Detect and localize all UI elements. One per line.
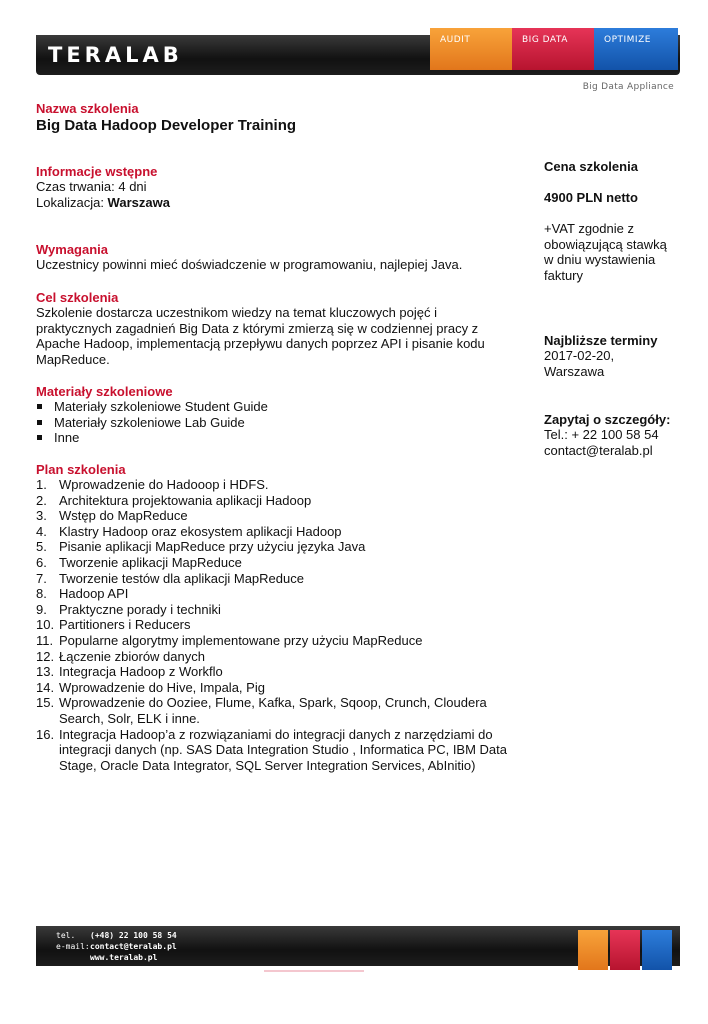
list-item [36, 415, 268, 431]
price-value: 4900 PLN netto [544, 190, 638, 205]
vat-note [544, 221, 694, 283]
location-value: Warszawa [107, 194, 170, 210]
footer-email[interactable]: contact@teralab.pl [90, 942, 177, 951]
plan-item-number: 13. [36, 664, 55, 680]
email-link[interactable]: contact@teralab.pl [544, 442, 653, 458]
vat-line: +VAT zgodnie z [544, 221, 634, 236]
dates-box [544, 333, 694, 379]
tab-big-data[interactable]: BIG DATA [512, 28, 594, 70]
bullet-icon [37, 420, 42, 425]
footer-red-block [610, 930, 640, 970]
price-label: Cena szkolenia [544, 159, 638, 174]
plan-item [36, 508, 516, 524]
requirements-section [36, 242, 462, 273]
bullet-icon [37, 435, 42, 440]
footer-accent-line [264, 970, 364, 972]
plan-item-text: Praktyczne porady i techniki [59, 601, 221, 617]
footer-tel-label: tel. [56, 931, 76, 940]
plan-item-number: 16. [36, 726, 55, 742]
plan-item-text: Wprowadzenie do Hive, Impala, Pig [59, 679, 265, 695]
plan-item-text: Stage, Oracle Data Integrator, SQL Server Integration Services, AbInitio) [59, 757, 476, 773]
plan-item-number: 4. [36, 523, 47, 539]
plan-item-number: 14. [36, 679, 55, 695]
dates-line: Warszawa [544, 363, 605, 379]
goal-line: Apache Hadoop, implementacją przepływu danych poprzez API i pisanie kodu [36, 336, 485, 352]
plan-item-text: Search, Solr, ELK i inne. [59, 710, 200, 726]
teralab-logo: TERALAB [48, 43, 183, 67]
contact-box [544, 412, 704, 458]
plan-item-text: Wstęp do MapReduce [59, 508, 188, 524]
intro-heading: Informacje wstępne [36, 164, 158, 179]
plan-item-number: 6. [36, 554, 47, 570]
plan-item-text: Łączenie zbiorów danych [59, 648, 205, 664]
plan-item-text: Partitioners i Reducers [59, 617, 191, 633]
plan-item-number: 3. [36, 508, 47, 524]
vat-line: obowiązującą stawką [544, 236, 667, 252]
footer-blue-block [642, 930, 672, 970]
plan-item-text: Klastry Hadoop oraz ekosystem aplikacji Hadoop [59, 523, 342, 539]
materials-heading: Materiały szkoleniowe [36, 384, 173, 399]
ask-label: Zapytaj o szczegóły: [544, 412, 671, 427]
materials-item-label: Materiały szkoleniowe Student Guide [54, 399, 268, 414]
plan-item [36, 586, 516, 602]
vat-line: faktury [544, 267, 584, 283]
plan-item-number: 2. [36, 492, 47, 508]
plan-item [36, 602, 516, 618]
goal-section [36, 290, 485, 367]
plan-item [36, 539, 516, 555]
plan-item [36, 524, 516, 540]
plan-item-number: 15. [36, 695, 55, 711]
plan-item-text: Wprowadzenie do Ooziee, Flume, Kafka, Spark, Sqoop, Crunch, Cloudera [59, 695, 487, 711]
plan-item-text: Tworzenie aplikacji MapReduce [59, 554, 242, 570]
footer-contact [56, 930, 177, 963]
plan-item-text: Hadoop API [59, 586, 129, 602]
footer-tel[interactable]: (+48) 22 100 58 54 [90, 931, 177, 940]
plan-item [36, 633, 516, 649]
tab-audit[interactable]: AUDIT [430, 28, 512, 70]
goal-line: MapReduce. [36, 351, 110, 367]
plan-item-text: Architektura projektowania aplikacji Hadoop [59, 492, 312, 508]
requirements-heading: Wymagania [36, 242, 109, 257]
plan-item-text: Wprowadzenie do Hadooop i HDFS. [59, 477, 269, 492]
tagline: Big Data Appliance [582, 82, 674, 92]
location-label: Lokalizacja: [36, 194, 108, 210]
plan-item [36, 680, 516, 696]
goal-line: praktycznych zagadnień Big Data z którymi zmierzą się w codziennej pracy z [36, 320, 479, 336]
plan-item [36, 664, 516, 680]
plan-item-text: Popularne algorytmy implementowane przy użyciu MapReduce [59, 632, 423, 648]
plan-item-text: Pisanie aplikacji MapReduce przy użyciu języka Java [59, 539, 366, 555]
materials-list [36, 399, 268, 446]
location-line [36, 195, 170, 211]
plan-item-number: 10. [36, 617, 55, 633]
plan-item-number: 9. [36, 601, 47, 617]
materials-item-label: Inne [54, 430, 80, 446]
plan-item [36, 695, 516, 726]
materials-section [36, 384, 268, 446]
vat-line: w dniu wystawienia [544, 252, 656, 268]
plan-item-text: Tworzenie testów dla aplikacji MapReduce [59, 570, 304, 586]
plan-item-number: 12. [36, 648, 55, 664]
materials-item-label: Materiały szkoleniowe Lab Guide [54, 414, 245, 430]
plan-item [36, 727, 516, 774]
phone-text: Tel.: + 22 100 58 54 [544, 427, 659, 442]
plan-item-number: 1. [36, 477, 47, 492]
plan-item-number: 5. [36, 539, 47, 555]
plan-heading: Plan szkolenia [36, 462, 126, 477]
plan-list [36, 477, 516, 773]
footer-email-label: e-mail: [56, 942, 90, 951]
goal-line: Szkolenie dostarcza uczestnikom wiedzy na temat kluczowych pojęć i [36, 305, 438, 320]
plan-item [36, 649, 516, 665]
plan-item [36, 617, 516, 633]
course-title: Big Data Hadoop Developer Training [36, 117, 297, 134]
plan-item [36, 493, 516, 509]
requirements-text: Uczestnicy powinni mieć doświadczenie w programowaniu, najlepiej Java. [36, 257, 463, 272]
footer-orange-block [578, 930, 608, 970]
plan-item-number: 8. [36, 586, 47, 602]
plan-item-text: Integracja Hadoop z Workflo [59, 664, 223, 680]
plan-item [36, 477, 516, 493]
plan-item-number: 7. [36, 570, 47, 586]
goal-heading: Cel szkolenia [36, 290, 119, 305]
plan-item-number: 11. [36, 632, 54, 648]
course-name-label: Nazwa szkolenia [36, 101, 139, 116]
plan-item [36, 555, 516, 571]
intro-section [36, 164, 170, 210]
tab-optimize[interactable]: OPTIMIZE [594, 28, 678, 70]
bullet-icon [37, 404, 42, 409]
plan-item-text: integracji danych (np. SAS Data Integration Studio , Informatica PC, IBM Data [59, 742, 507, 758]
dates-line: 2017-02-20, [544, 348, 615, 363]
plan-item [36, 571, 516, 587]
footer-web[interactable]: www.teralab.pl [90, 953, 158, 962]
list-item [36, 399, 268, 415]
plan-section [36, 462, 516, 773]
duration-text: Czas trwania: 4 dni [36, 179, 147, 194]
list-item [36, 430, 268, 446]
plan-item-text: Integracja Hadoop’a z rozwiązaniami do integracji danych z narzędziami do [59, 726, 493, 742]
price-box [544, 159, 694, 283]
dates-label: Najbliższe terminy [544, 333, 658, 348]
